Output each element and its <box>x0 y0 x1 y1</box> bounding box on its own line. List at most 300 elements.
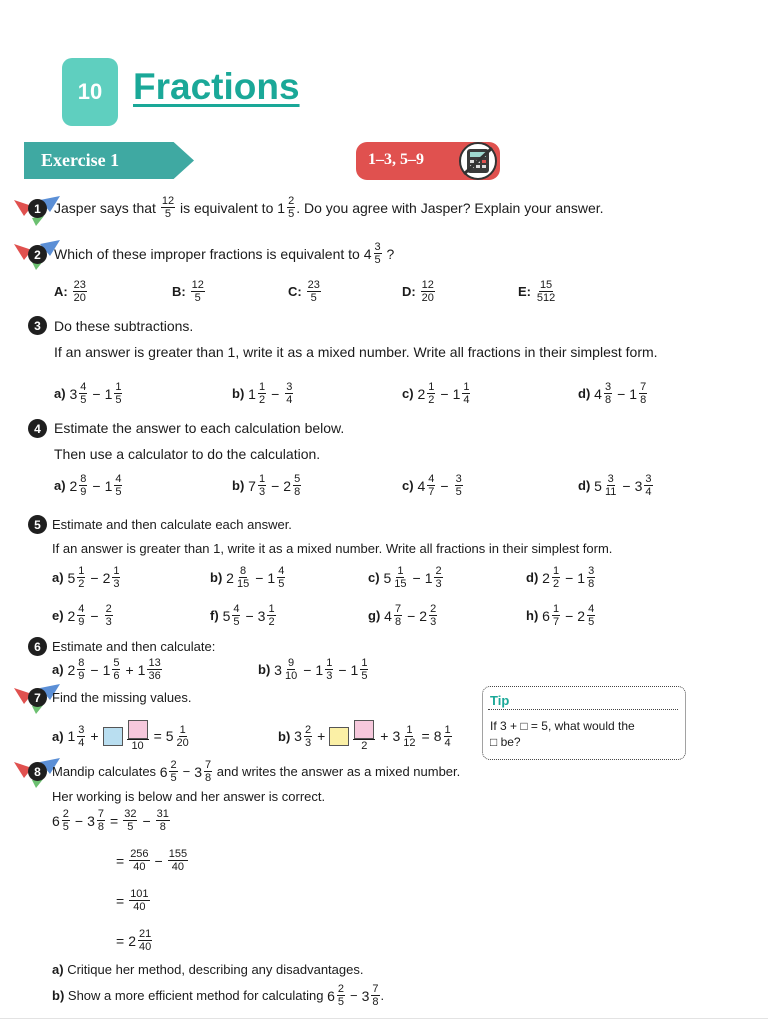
denominator: 20 <box>176 736 189 749</box>
part-label: b) <box>232 386 245 401</box>
denominator: 5 <box>62 821 69 833</box>
fraction <box>77 724 85 749</box>
question-4-text: Estimate the answer to each calculation below. <box>54 420 345 436</box>
fraction <box>325 657 333 682</box>
working-step-4 <box>112 928 153 953</box>
calculator-crossed-icon <box>456 141 500 181</box>
numerator: 4 <box>115 473 122 485</box>
q4-part-b <box>232 473 302 498</box>
denominator: 8 <box>372 996 379 1008</box>
fraction <box>112 657 120 682</box>
whole-number: 2 <box>283 477 292 494</box>
fraction <box>79 473 87 498</box>
equals: = <box>153 728 162 744</box>
part-label: a) <box>52 728 64 744</box>
denominator: 5 <box>288 208 295 220</box>
numerator: 101 <box>130 888 149 900</box>
denominator: 2 <box>78 578 85 590</box>
q6-part-b <box>258 657 369 682</box>
question-number: 6 <box>28 637 47 656</box>
operator: − <box>565 569 574 586</box>
fraction <box>285 381 293 406</box>
fraction <box>337 983 345 1008</box>
whole-number: 1 <box>577 569 586 586</box>
numerator: 2 <box>62 808 69 820</box>
tip-title: Tip <box>490 693 510 708</box>
whole-number: 7 <box>248 477 256 494</box>
whole-number: 4 <box>363 245 372 262</box>
denominator: 15 <box>236 578 250 590</box>
fraction <box>77 603 85 628</box>
numerator: 3 <box>374 241 381 253</box>
operator: − <box>271 385 280 402</box>
missing-whole-box[interactable] <box>329 727 349 746</box>
numerator: 31 <box>156 808 169 820</box>
denominator: 3 <box>113 578 120 590</box>
question-6-text: Estimate and then calculate: <box>52 639 216 654</box>
operator: − <box>92 385 101 402</box>
question-5-text: Estimate and then calculate each answer. <box>52 517 292 532</box>
denominator: 4 <box>444 736 451 749</box>
operator: − <box>617 385 626 402</box>
denominator: 3 <box>326 670 333 682</box>
fraction <box>105 603 113 628</box>
whole-number: 3 <box>634 477 643 494</box>
part-label: d) <box>526 570 539 585</box>
fraction <box>129 848 149 873</box>
numerator: 8 <box>80 473 87 485</box>
working-step-1 <box>52 808 171 833</box>
denominator: 10 <box>131 740 144 752</box>
question-2-text <box>54 241 394 266</box>
numerator: 7 <box>394 603 402 615</box>
denominator: 40 <box>133 861 146 873</box>
denominator: 2 <box>258 394 266 406</box>
fraction <box>434 565 442 590</box>
fraction <box>284 657 298 682</box>
fraction <box>97 808 105 833</box>
equals: = <box>116 892 125 909</box>
q4-part-a <box>54 473 123 498</box>
denominator: 20 <box>421 292 434 304</box>
exercise-label: Exercise 1 <box>41 150 120 170</box>
fraction <box>169 759 177 784</box>
fraction <box>536 279 556 304</box>
option-label: C: <box>288 284 302 299</box>
q1-text-2: is equivalent to <box>179 199 274 216</box>
question-number: 3 <box>28 316 47 335</box>
option-e <box>518 279 557 304</box>
whole-number: 3 <box>294 728 302 744</box>
operator: − <box>271 477 280 494</box>
whole-number: 3 <box>69 385 78 402</box>
operator: + <box>317 728 326 744</box>
part-label: b) <box>210 570 223 585</box>
denominator: 12 <box>403 736 416 749</box>
fraction <box>293 473 301 498</box>
whole-number: 4 <box>384 607 392 624</box>
fraction <box>147 657 161 682</box>
numerator: 12 <box>191 279 204 291</box>
denominator: 5 <box>194 292 201 304</box>
denominator: 9 <box>80 486 87 498</box>
numerator: 8 <box>78 657 85 669</box>
whole-number: 6 <box>327 987 335 1004</box>
fraction <box>287 195 295 220</box>
fraction <box>444 724 452 749</box>
question-8-working-intro: Her working is below and her answer is correct. <box>52 789 326 804</box>
whole-number: 1 <box>277 199 286 216</box>
q7-part-b <box>278 720 453 752</box>
question-5-instruction: If an answer is greater than 1, write it as a mixed number. Write all fractions in their simplest form. <box>52 541 613 556</box>
working-step-3 <box>112 888 151 913</box>
fraction <box>77 565 85 590</box>
numerator: 3 <box>645 473 652 485</box>
numerator: 1 <box>463 381 470 393</box>
fraction <box>374 241 382 266</box>
numerator: 3 <box>607 473 614 485</box>
part-label: a) <box>52 962 64 977</box>
denominator: 2 <box>552 578 560 590</box>
whole-number: 6 <box>52 812 60 829</box>
whole-number: 2 <box>102 569 111 586</box>
fraction <box>552 565 560 590</box>
question-number: 5 <box>28 515 47 534</box>
denominator: 5 <box>455 486 462 498</box>
option-b <box>172 279 206 304</box>
fraction <box>552 603 560 628</box>
q5-part-h <box>526 603 596 628</box>
fraction <box>114 473 122 498</box>
fraction <box>176 724 190 749</box>
whole-number: 6 <box>159 763 168 780</box>
fraction <box>371 983 379 1008</box>
q5-part-f <box>210 603 277 628</box>
option-label: D: <box>402 284 416 299</box>
denominator: 2 <box>361 740 368 752</box>
whole-number: 1 <box>452 385 461 402</box>
fraction <box>639 381 647 406</box>
denominator: 2 <box>428 394 435 406</box>
part-label: b) <box>258 662 271 677</box>
denominator: 7 <box>428 486 435 498</box>
numerator: 2 <box>170 759 177 771</box>
whole-number: 5 <box>67 569 76 586</box>
operator: − <box>350 988 358 1003</box>
denominator: 11 <box>604 486 617 498</box>
operator: − <box>622 477 631 494</box>
denominator: 4 <box>286 394 293 406</box>
fraction <box>232 603 240 628</box>
missing-numerator-box[interactable] <box>353 720 375 740</box>
fraction <box>258 381 266 406</box>
denominator: 40 <box>171 861 185 873</box>
denominator: 8 <box>394 616 402 628</box>
denominator: 6 <box>113 670 120 682</box>
q8-text-2: and writes the answer as a mixed number. <box>216 764 461 779</box>
numerator: 4 <box>233 603 240 615</box>
denominator: 4 <box>645 486 652 498</box>
fraction <box>587 603 595 628</box>
fraction <box>112 565 120 590</box>
numerator: 1 <box>428 381 435 393</box>
numerator: 5 <box>294 473 301 485</box>
numerator: 1 <box>258 381 266 393</box>
q8-part-b <box>52 983 384 1008</box>
part-label: c) <box>402 386 414 401</box>
operator: − <box>338 661 347 678</box>
fraction <box>73 279 87 304</box>
part-label: c) <box>368 570 380 585</box>
whole-number: 1 <box>102 661 111 678</box>
part-label: b) <box>278 728 291 744</box>
question-number: 1 <box>28 199 47 218</box>
fraction <box>394 603 402 628</box>
numerator: 1 <box>115 381 122 393</box>
equals: = <box>116 852 125 869</box>
operator: − <box>142 812 151 829</box>
numerator: 4 <box>78 603 85 615</box>
part-label: d) <box>578 386 591 401</box>
option-label: E: <box>518 284 531 299</box>
whole-number: 6 <box>542 607 550 624</box>
fraction <box>277 565 285 590</box>
numerator: 3 <box>588 565 595 577</box>
q8-part-a-text: Critique her method, describing any disadvantages. <box>67 962 364 977</box>
denominator: 4 <box>463 394 470 406</box>
question-range: 1–3, 5–9 <box>368 151 424 168</box>
part-label: a) <box>54 386 66 401</box>
q2-text-2: ? <box>386 245 395 262</box>
denominator: 40 <box>138 941 152 953</box>
part-label: f) <box>210 608 219 623</box>
question-7-text: Find the missing values. <box>52 690 192 705</box>
fraction <box>604 473 617 498</box>
numerator: 3 <box>455 473 462 485</box>
operator: − <box>565 607 574 624</box>
whole-number: 3 <box>87 812 95 829</box>
denominator: 3 <box>258 486 266 498</box>
numerator: 1 <box>552 603 560 615</box>
tip-line-2: □ be? <box>490 735 521 749</box>
question-3-text: Do these subtractions. <box>54 318 194 334</box>
fraction <box>402 724 416 749</box>
q8-part-a <box>52 961 363 979</box>
q4-part-d <box>578 473 654 498</box>
denominator: 5 <box>374 254 381 266</box>
operator: − <box>440 385 449 402</box>
operator: − <box>255 569 264 586</box>
numerator: 4 <box>278 565 285 577</box>
numerator: 4 <box>588 603 595 615</box>
numerator: 3 <box>78 723 85 736</box>
numerator: 1 <box>361 657 368 669</box>
q1-text-3: . Do you agree with Jasper? Explain your answer. <box>296 199 604 216</box>
q7-part-a <box>52 720 191 752</box>
missing-whole-box[interactable] <box>103 727 123 746</box>
denominator: 36 <box>148 670 161 682</box>
whole-number: 1 <box>315 661 324 678</box>
denominator: 10 <box>284 670 298 682</box>
whole-number: 2 <box>577 607 586 624</box>
numerator: 15 <box>539 279 553 291</box>
numerator: 9 <box>288 657 295 669</box>
fraction <box>462 381 470 406</box>
fraction <box>62 808 70 833</box>
fraction <box>191 279 205 304</box>
q5-part-b <box>210 565 286 590</box>
numerator: 1 <box>444 723 451 736</box>
denominator: 5 <box>164 208 172 220</box>
part-label: d) <box>578 478 591 493</box>
numerator: 13 <box>148 657 161 669</box>
whole-number: 2 <box>226 569 234 586</box>
whole-number: 2 <box>69 477 78 494</box>
denominator: 5 <box>115 394 122 406</box>
denominator: 3 <box>430 616 437 628</box>
numerator: 2 <box>288 195 295 207</box>
fraction <box>644 473 652 498</box>
denominator: 5 <box>588 616 595 628</box>
fraction <box>304 724 312 749</box>
q4-part-c <box>402 473 464 498</box>
denominator: 5 <box>80 394 87 406</box>
numerator: 7 <box>640 381 647 393</box>
denominator: 15 <box>394 578 407 590</box>
denominator: 7 <box>552 616 560 628</box>
question-number: 4 <box>28 419 47 438</box>
whole-number: 2 <box>419 607 428 624</box>
operator: − <box>90 661 99 678</box>
q3-part-a <box>54 381 123 406</box>
fraction <box>360 657 368 682</box>
whole-number: 3 <box>257 607 266 624</box>
denominator: 5 <box>115 486 122 498</box>
numerator: 3 <box>604 381 612 393</box>
missing-numerator-box[interactable] <box>127 720 149 740</box>
whole-number: 1 <box>629 385 638 402</box>
whole-number: 4 <box>417 477 426 494</box>
numerator: 12 <box>161 195 175 207</box>
numerator: 12 <box>421 279 434 291</box>
fraction <box>79 381 87 406</box>
denominator: 4 <box>78 736 85 749</box>
whole-number: 2 <box>417 385 426 402</box>
q3-part-b <box>232 381 294 406</box>
fraction <box>393 565 407 590</box>
numerator: 7 <box>97 808 105 820</box>
part-label: c) <box>402 478 414 493</box>
denominator: 9 <box>78 670 85 682</box>
operator: − <box>90 569 99 586</box>
q5-part-e <box>52 603 114 628</box>
q5-part-d <box>526 565 596 590</box>
numerator: 1 <box>406 723 413 736</box>
fraction <box>587 565 595 590</box>
fraction <box>429 603 437 628</box>
equals: = <box>110 812 119 829</box>
denominator: 5 <box>278 578 285 590</box>
chapter-title: Fractions <box>133 66 300 107</box>
operator: + <box>125 661 134 678</box>
numerator: 1 <box>179 723 186 736</box>
q5-part-c <box>368 565 444 590</box>
fraction <box>114 381 122 406</box>
numerator: 1 <box>397 565 404 577</box>
whole-number: 5 <box>383 569 392 586</box>
part-label: e) <box>52 608 64 623</box>
denominator: 3 <box>105 616 112 628</box>
part-label: b) <box>232 478 245 493</box>
whole-number: 3 <box>361 987 370 1004</box>
fraction <box>258 473 266 498</box>
denominator: 2 <box>268 616 275 628</box>
whole-number: 8 <box>433 728 442 744</box>
whole-number: 1 <box>67 728 76 744</box>
option-label: A: <box>54 284 68 299</box>
whole-number: 1 <box>248 385 256 402</box>
denominator: 8 <box>205 772 212 784</box>
part-label: b) <box>52 988 65 1003</box>
denominator: 8 <box>159 821 166 833</box>
denominator: 8 <box>97 821 105 833</box>
part-label: h) <box>526 608 539 623</box>
numerator: 7 <box>205 759 212 771</box>
numerator: 32 <box>124 808 137 820</box>
tip-divider <box>488 709 678 710</box>
operator: − <box>182 764 191 779</box>
numerator: 2 <box>105 603 112 615</box>
operator: − <box>245 607 254 624</box>
fraction <box>307 279 321 304</box>
operator: − <box>412 569 421 586</box>
denominator: 40 <box>133 901 146 913</box>
numerator: 1 <box>113 565 120 577</box>
fraction <box>236 565 250 590</box>
denominator: 5 <box>361 670 368 682</box>
whole-number: 1 <box>424 569 433 586</box>
operator: − <box>303 661 312 678</box>
fraction <box>421 279 435 304</box>
numerator: 256 <box>130 848 149 860</box>
numerator: 5 <box>113 657 120 669</box>
operator: + <box>90 728 99 744</box>
fraction <box>123 808 137 833</box>
numerator: 155 <box>168 848 188 860</box>
whole-number: 1 <box>137 661 146 678</box>
q3-part-c <box>402 381 471 406</box>
q6-part-a <box>52 657 163 682</box>
denominator: 5 <box>310 292 317 304</box>
operator: + <box>380 728 389 744</box>
fraction <box>427 381 435 406</box>
operator: − <box>74 812 84 829</box>
denominator: 3 <box>435 578 442 590</box>
denominator: 20 <box>73 292 86 304</box>
operator: − <box>92 477 101 494</box>
q5-part-a <box>52 565 121 590</box>
operator: − <box>407 607 416 624</box>
chapter-number: 10 <box>77 79 103 104</box>
numerator: 23 <box>307 279 320 291</box>
denominator: 8 <box>294 486 301 498</box>
question-1-text <box>54 195 604 220</box>
whole-number: 3 <box>392 728 401 744</box>
q3-part-d <box>578 381 648 406</box>
numerator: 7 <box>372 983 379 995</box>
operator: − <box>90 607 99 624</box>
fraction <box>77 657 85 682</box>
